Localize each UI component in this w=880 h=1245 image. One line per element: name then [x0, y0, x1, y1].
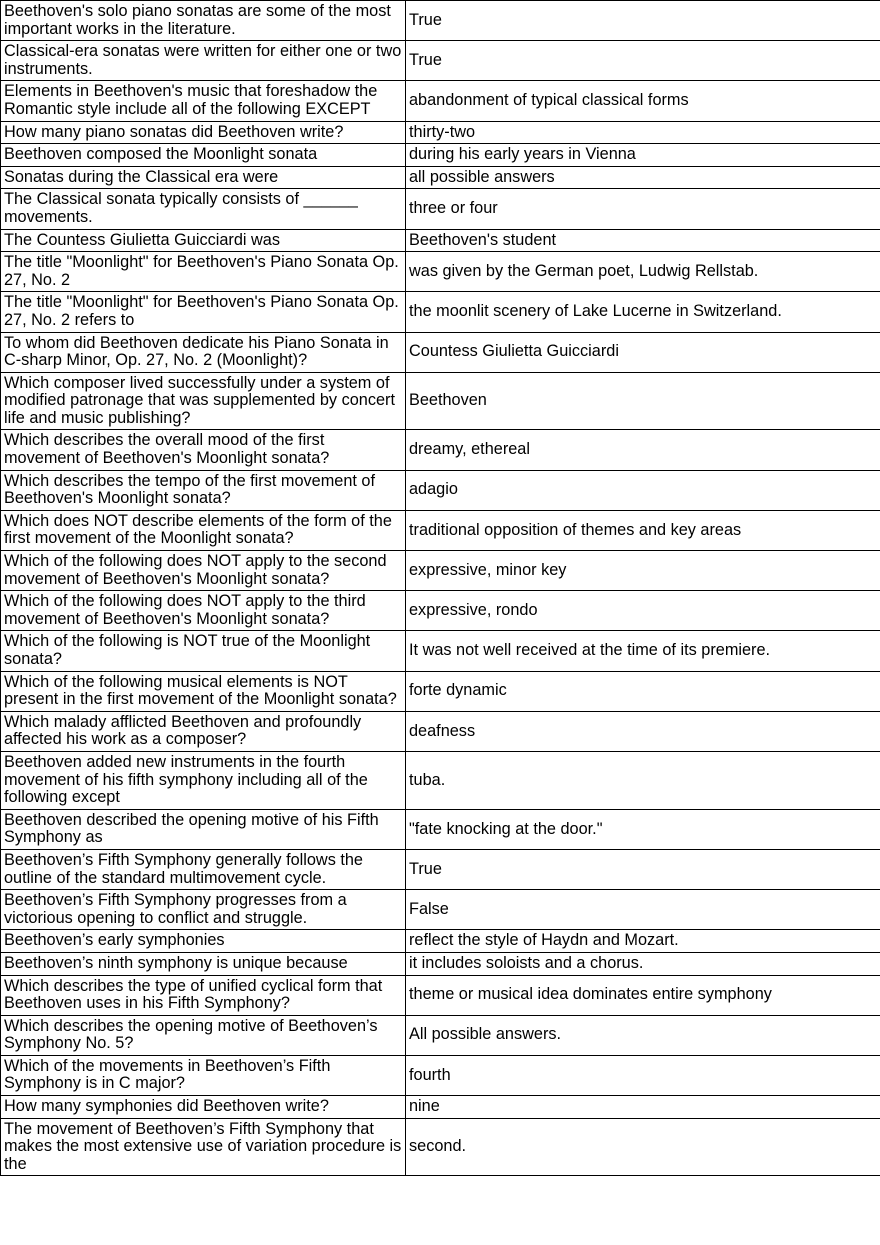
table-row: [1, 551, 880, 591]
table-row: [1, 189, 880, 229]
question-cell: The title "Moonlight" for Beethoven's Piano Sonata Op. 27, No. 2 refers to: [1, 292, 406, 332]
question-cell: Beethoven composed the Moonlight sonata: [1, 144, 406, 167]
question-cell: Which of the following is NOT true of the Moonlight sonata?: [1, 631, 406, 671]
table-row: [1, 671, 880, 711]
question-cell: Which of the following musical elements is NOT present in the first movement of the Moonlight sonata?: [1, 671, 406, 711]
answer-cell: all possible answers: [406, 166, 880, 189]
question-cell: To whom did Beethoven dedicate his Piano Sonata in C-sharp Minor, Op. 27, No. 2 (Moonlight)?: [1, 332, 406, 372]
answer-cell: True: [406, 41, 880, 81]
answer-cell: the moonlit scenery of Lake Lucerne in Switzerland.: [406, 292, 880, 332]
table-row: [1, 890, 880, 930]
table-row: [1, 809, 880, 849]
answer-cell: Beethoven's student: [406, 229, 880, 252]
table-row: [1, 1055, 880, 1095]
answer-cell: dreamy, ethereal: [406, 430, 880, 470]
answer-cell: True: [406, 849, 880, 889]
answer-cell: theme or musical idea dominates entire symphony: [406, 975, 880, 1015]
table-row: [1, 332, 880, 372]
table-row: [1, 591, 880, 631]
table-row: [1, 372, 880, 430]
question-cell: Which describes the opening motive of Beethoven’s Symphony No. 5?: [1, 1015, 406, 1055]
answer-cell: during his early years in Vienna: [406, 144, 880, 167]
question-cell: Beethoven added new instruments in the fourth movement of his fifth symphony including all of the following except: [1, 751, 406, 809]
table-row: [1, 711, 880, 751]
answer-cell: adagio: [406, 470, 880, 510]
answer-cell: deafness: [406, 711, 880, 751]
answer-cell: forte dynamic: [406, 671, 880, 711]
answer-cell: thirty-two: [406, 121, 880, 144]
answer-cell: it includes soloists and a chorus.: [406, 952, 880, 975]
answer-cell: second.: [406, 1118, 880, 1176]
answer-cell: False: [406, 890, 880, 930]
answer-cell: All possible answers.: [406, 1015, 880, 1055]
table-row: [1, 849, 880, 889]
question-cell: The Countess Giulietta Guicciardi was: [1, 229, 406, 252]
question-cell: Sonatas during the Classical era were: [1, 166, 406, 189]
table-row: [1, 121, 880, 144]
table-row: [1, 292, 880, 332]
answer-cell: expressive, minor key: [406, 551, 880, 591]
question-cell: Which describes the type of unified cyclical form that Beethoven uses in his Fifth Symphony?: [1, 975, 406, 1015]
answer-cell: True: [406, 1, 880, 41]
answer-cell: tuba.: [406, 751, 880, 809]
question-cell: Which describes the overall mood of the first movement of Beethoven's Moonlight sonata?: [1, 430, 406, 470]
table-row: [1, 1, 880, 41]
question-cell: How many symphonies did Beethoven write?: [1, 1096, 406, 1119]
answer-cell: was given by the German poet, Ludwig Rellstab.: [406, 252, 880, 292]
answer-cell: three or four: [406, 189, 880, 229]
answer-cell: Countess Giulietta Guicciardi: [406, 332, 880, 372]
table-row: [1, 952, 880, 975]
answer-cell: expressive, rondo: [406, 591, 880, 631]
question-cell: Classical-era sonatas were written for either one or two instruments.: [1, 41, 406, 81]
question-cell: The movement of Beethoven’s Fifth Symphony that makes the most extensive use of variation procedure is the: [1, 1118, 406, 1176]
table-row: [1, 41, 880, 81]
table-row: [1, 229, 880, 252]
answer-cell: abandonment of typical classical forms: [406, 81, 880, 121]
question-cell: Which of the following does NOT apply to the second movement of Beethoven's Moonlight sonata?: [1, 551, 406, 591]
answer-cell: reflect the style of Haydn and Mozart.: [406, 930, 880, 953]
table-row: [1, 751, 880, 809]
table-row: [1, 144, 880, 167]
question-cell: Beethoven’s early symphonies: [1, 930, 406, 953]
table-row: [1, 81, 880, 121]
table-row: [1, 430, 880, 470]
answer-cell: nine: [406, 1096, 880, 1119]
question-cell: Elements in Beethoven's music that foreshadow the Romantic style include all of the following EXCEPT: [1, 81, 406, 121]
table-row: [1, 252, 880, 292]
table-row: [1, 166, 880, 189]
question-cell: Beethoven’s Fifth Symphony progresses from a victorious opening to conflict and struggle.: [1, 890, 406, 930]
question-cell: Which of the following does NOT apply to the third movement of Beethoven's Moonlight sonata?: [1, 591, 406, 631]
table-row: [1, 510, 880, 550]
question-cell: Which does NOT describe elements of the form of the first movement of the Moonlight sonata?: [1, 510, 406, 550]
question-cell: Which describes the tempo of the first movement of Beethoven's Moonlight sonata?: [1, 470, 406, 510]
question-cell: Beethoven's solo piano sonatas are some of the most important works in the literature.: [1, 1, 406, 41]
answer-cell: Beethoven: [406, 372, 880, 430]
question-cell: Beethoven described the opening motive of his Fifth Symphony as: [1, 809, 406, 849]
table-row: [1, 1015, 880, 1055]
question-cell: Beethoven’s Fifth Symphony generally follows the outline of the standard multimovement cycle.: [1, 849, 406, 889]
question-cell: Beethoven’s ninth symphony is unique because: [1, 952, 406, 975]
answer-cell: "fate knocking at the door.": [406, 809, 880, 849]
answer-cell: It was not well received at the time of its premiere.: [406, 631, 880, 671]
question-cell: Which of the movements in Beethoven’s Fifth Symphony is in C major?: [1, 1055, 406, 1095]
table-row: [1, 470, 880, 510]
question-cell: Which composer lived successfully under a system of modified patronage that was supplemented by concert life and music publishing?: [1, 372, 406, 430]
question-cell: Which malady afflicted Beethoven and profoundly affected his work as a composer?: [1, 711, 406, 751]
question-cell: How many piano sonatas did Beethoven write?: [1, 121, 406, 144]
question-cell: The Classical sonata typically consists of ______ movements.: [1, 189, 406, 229]
question-cell: The title "Moonlight" for Beethoven's Piano Sonata Op. 27, No. 2: [1, 252, 406, 292]
table-row: [1, 975, 880, 1015]
answer-cell: traditional opposition of themes and key areas: [406, 510, 880, 550]
table-row: [1, 930, 880, 953]
answer-cell: fourth: [406, 1055, 880, 1095]
table-row: [1, 1096, 880, 1119]
table-row: [1, 1118, 880, 1176]
table-row: [1, 631, 880, 671]
